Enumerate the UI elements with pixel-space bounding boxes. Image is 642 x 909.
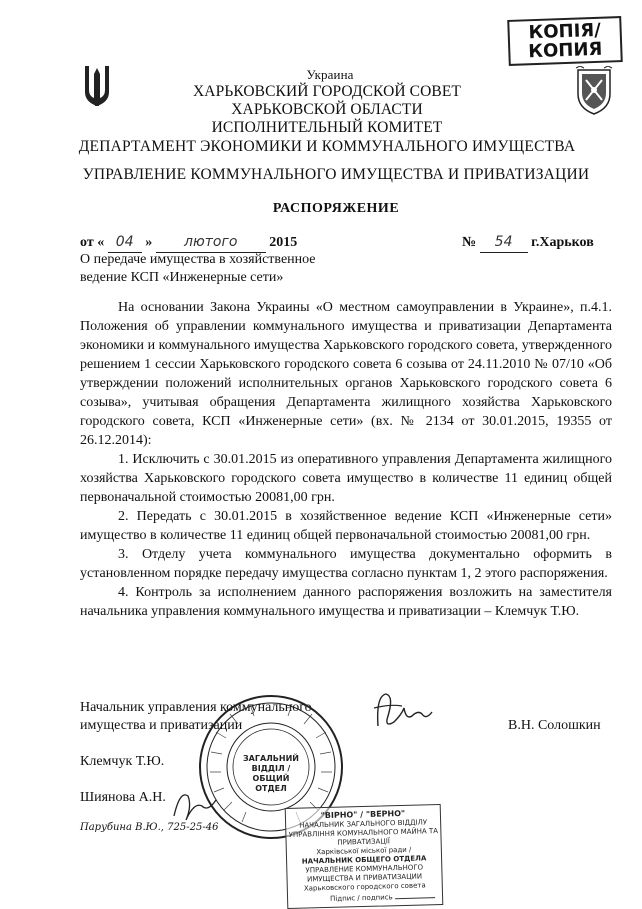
body-item-2: 2. Передать с 30.01.2015 в хозяйственное ведение КСП «Инженерные сети» имущество в количестве 11 единиц общей первоначальной стоимостью 20081,00 грн. (80, 509, 612, 543)
signer-name: В.Н. Солошкин (508, 718, 601, 733)
verno-stamp-title: "ВІРНО" / "ВЕРНО" (320, 808, 406, 821)
subject-line1: О передаче имущества в хозяйственное (80, 252, 316, 267)
body-item-3: 3. Отделу учета коммунального имущества документально оформить в установленном порядке передачу имущества согласно пунктам 1, 2 этого распоряжения. (80, 547, 612, 581)
city-name: г.Харьков (531, 235, 594, 250)
country-label: Украина (306, 67, 354, 82)
verno-stamp (285, 804, 444, 909)
document-type: РАСПОРЯЖЕНИЕ (272, 201, 400, 216)
date-prefix: от « (80, 235, 105, 250)
approval-1: Клемчук Т.Ю. (80, 754, 165, 769)
number-prefix: № (462, 235, 477, 250)
document-number: 54 (480, 233, 528, 253)
verno-stamp-line3: Харківської міської ради / (316, 845, 412, 857)
verno-stamp-line4: НАЧАЛЬНИК ОБЩЕГО ОТДЕЛА (301, 854, 427, 866)
date-year: 2015 (269, 235, 298, 250)
copy-stamp (507, 16, 623, 66)
signer-position-line2: имущества и приватизации (80, 718, 243, 733)
body-intro: На основании Закона Украины «О местном самоуправлении в Украине», п.4.1. Положения об управлении коммунального имущества и приватизации Департамента экономики и коммунального имущества Харьковского городского совета, утвержденного решением 1 сессии Харьковского городского совета 6 созыва от 24.11.2010 № 07/10 «Об утверждении положений исполнительных органов Харьковского городского совета 6 созыва», учитывая обращения Департамента жилищного хозяйства Харьковского городского совета, КСП «Инженерные сети» (вх. № 2134 от 30.01.2015, 19355 от 26.12.2014): (80, 300, 612, 448)
date-day: 04 (108, 233, 142, 253)
body-item-4: 4. Контроль за исполнением данного распоряжения возложить на заместителя начальника управления коммунального имущества и приватизации – Клемчук Т.Ю. (80, 585, 612, 619)
committee-title: ИСПОЛНИТЕЛЬНЫЙ КОМИТЕТ (211, 119, 443, 136)
department-title: ДЕПАРТАМЕНТ ЭКОНОМИКИ И КОММУНАЛЬНОГО ИМУЩЕСТВА (78, 138, 576, 155)
document-body (80, 298, 612, 621)
copy-stamp-line2: КОПИЯ (527, 38, 603, 63)
body-item-1: 1. Исключить с 30.01.2015 из оперативного управления Департамента жилищного хозяйства Харьковского городского совета имущество в количестве 11 единиц общей первоначальной стоимостью 20081,00 грн. (80, 452, 612, 505)
verno-stamp-line6: Харьковского городского совета (303, 881, 426, 893)
copy-stamp-line1: КОПІЯ/ (528, 19, 602, 44)
approval-2: Шиянова А.Н. (80, 790, 166, 805)
handwritten-signature (368, 686, 438, 736)
verno-stamp-line5: УПРАВЛЕНИЕ КОММУНАЛЬНОГО ИМУЩЕСТВА И ПРИВАТИЗАЦИИ (305, 863, 424, 884)
number-line (462, 233, 612, 253)
verno-stamp-line2: УПРАВЛІННЯ КОМУНАЛЬНОГО МАЙНА ТА ПРИВАТИЗАЦІЇ (288, 827, 439, 847)
executor-contact: Парубина В.Ю., 725-25-46 (80, 822, 219, 833)
oblast-title: ХАРЬКОВСКОЙ ОБЛАСТИ (231, 101, 423, 118)
verno-stamp-line1: НАЧАЛЬНИК ЗАГАЛЬНОГО ВІДДІЛУ (299, 818, 428, 830)
subject-line2: ведение КСП «Инженерные сети» (80, 270, 284, 285)
office-title: УПРАВЛЕНИЕ КОММУНАЛЬНОГО ИМУЩЕСТВА И ПРИВАТИЗАЦИИ (82, 166, 590, 183)
round-stamp-text: ЗАГАЛЬНИЙ ВІДДІЛ / ОБЩИЙ ОТДЕЛ (243, 754, 299, 793)
council-title: ХАРЬКОВСКИЙ ГОРОДСКОЙ СОВЕТ (193, 83, 461, 100)
date-mid: » (145, 235, 153, 250)
verno-stamp-sign-label: Підпис / подпись (329, 893, 393, 903)
date-month: лютого (156, 233, 266, 253)
signer-position-line1: Начальник управления коммунального (80, 700, 312, 715)
